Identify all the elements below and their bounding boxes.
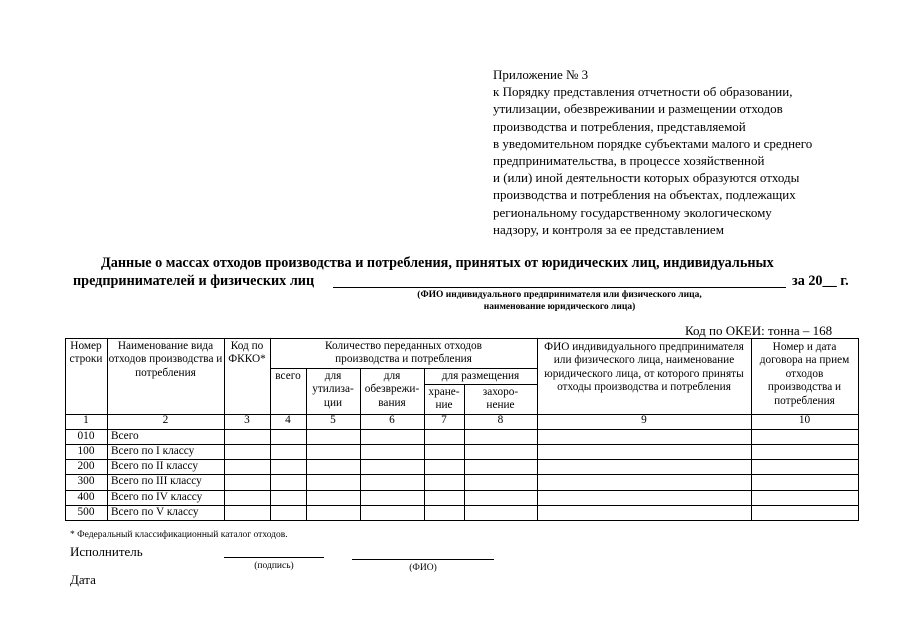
- appendix-line: в уведомительном порядке субъектами малого и среднего: [493, 135, 813, 151]
- grid-line: [464, 384, 465, 521]
- signature-hint: (подпись): [254, 561, 294, 571]
- col-number-8: 8: [497, 414, 504, 426]
- header-waste-name: Наименование вида отходов производства и потребления: [108, 340, 223, 379]
- header-placement: для размещения: [441, 370, 520, 382]
- header-total: всего: [275, 370, 301, 382]
- appendix-line: к Порядку представления отчетности об образовании,: [493, 84, 793, 100]
- col-number-10: 10: [798, 414, 811, 426]
- report-title-prefix: предпринимателей и физических лиц: [73, 273, 315, 289]
- grid-line: [65, 474, 859, 475]
- executor-label: Исполнитель: [70, 544, 143, 559]
- appendix-line: производства и потребления на объектах, подлежащих: [493, 187, 796, 203]
- header-contract: Номер и дата договора на прием отходов производства и потребления: [759, 341, 850, 407]
- header-storage: хране-ние: [428, 386, 460, 412]
- header-row-number: Номер строки: [69, 340, 103, 366]
- grid-line: [65, 520, 859, 521]
- appendix-line: предпринимательства, в процессе хозяйственной: [493, 153, 765, 169]
- footnote: * Федеральный классификационный каталог отходов.: [70, 530, 288, 540]
- appendix-line: региональному государственному экологическому: [493, 204, 772, 220]
- col-number-3: 3: [244, 414, 250, 426]
- appendix-line: утилизации, обезвреживании и размещении отходов: [493, 101, 783, 117]
- grid-line: [65, 505, 859, 506]
- row-label: Всего по III классу: [111, 475, 202, 487]
- executor-fio-hint: (ФИО): [409, 563, 437, 573]
- grid-line: [65, 414, 859, 415]
- row-code: 300: [77, 475, 95, 487]
- appendix-line: надзору, и контроля за ее представлением: [493, 221, 724, 237]
- grid-line: [65, 459, 859, 460]
- appendix-line: и (или) иной деятельности которых образуются отходы: [493, 170, 800, 186]
- signature-field[interactable]: [224, 557, 324, 558]
- col-number-2: 2: [162, 414, 169, 426]
- grid-line: [270, 368, 537, 369]
- row-code: 100: [77, 445, 95, 457]
- row-label: Всего по IV классу: [111, 491, 203, 503]
- respondent-hint-2: наименование юридического лица): [483, 302, 636, 312]
- respondent-name-field[interactable]: [333, 287, 786, 288]
- row-code: 200: [77, 460, 95, 472]
- row-code: 010: [77, 430, 95, 442]
- header-neutralization: для обезврежи-вания: [364, 370, 420, 409]
- report-title: Данные о массах отходов производства и потребления, принятых от юридических лиц, индивидуальных: [101, 255, 774, 271]
- report-year: за 20__ г.: [792, 273, 849, 289]
- header-burial: захоро-нение: [482, 386, 519, 412]
- row-label: Всего по V классу: [111, 506, 199, 518]
- grid-line: [65, 444, 859, 445]
- header-utilization: для утилиза-ции: [312, 370, 354, 409]
- col-number-7: 7: [441, 414, 447, 426]
- col-number-4: 4: [285, 414, 291, 426]
- header-source-fio: ФИО индивидуального предпринимателя или физического лица, наименование юридического лица, от которого приняты отходы производства и потребления: [544, 341, 744, 394]
- grid-line: [65, 490, 859, 491]
- row-code: 400: [77, 491, 95, 503]
- grid-line: [424, 384, 537, 385]
- col-number-5: 5: [330, 414, 336, 426]
- grid-line: [65, 429, 859, 430]
- header-quantity: Количество переданных отходов производства и потребления: [324, 340, 482, 366]
- appendix-block: [493, 66, 893, 238]
- date-label: Дата: [70, 572, 96, 587]
- respondent-hint: (ФИО индивидуального предпринимателя или физического лица,: [417, 290, 702, 300]
- row-code: 500: [77, 506, 95, 518]
- col-number-6: 6: [389, 414, 395, 426]
- grid-line: [65, 338, 859, 339]
- col-number-1: 1: [83, 414, 89, 426]
- appendix-line: Приложение № 3: [493, 67, 589, 82]
- appendix-line: производства и потребления, представляемой: [493, 118, 746, 134]
- col-number-9: 9: [641, 414, 647, 426]
- header-fkko-code: Код по ФККО*: [228, 340, 266, 366]
- executor-fio-field[interactable]: [352, 559, 494, 560]
- row-label: Всего по II классу: [111, 460, 199, 472]
- okei-code: Код по ОКЕИ: тонна – 168: [685, 323, 833, 338]
- row-label: Всего: [111, 430, 139, 442]
- row-label: Всего по I классу: [111, 445, 195, 457]
